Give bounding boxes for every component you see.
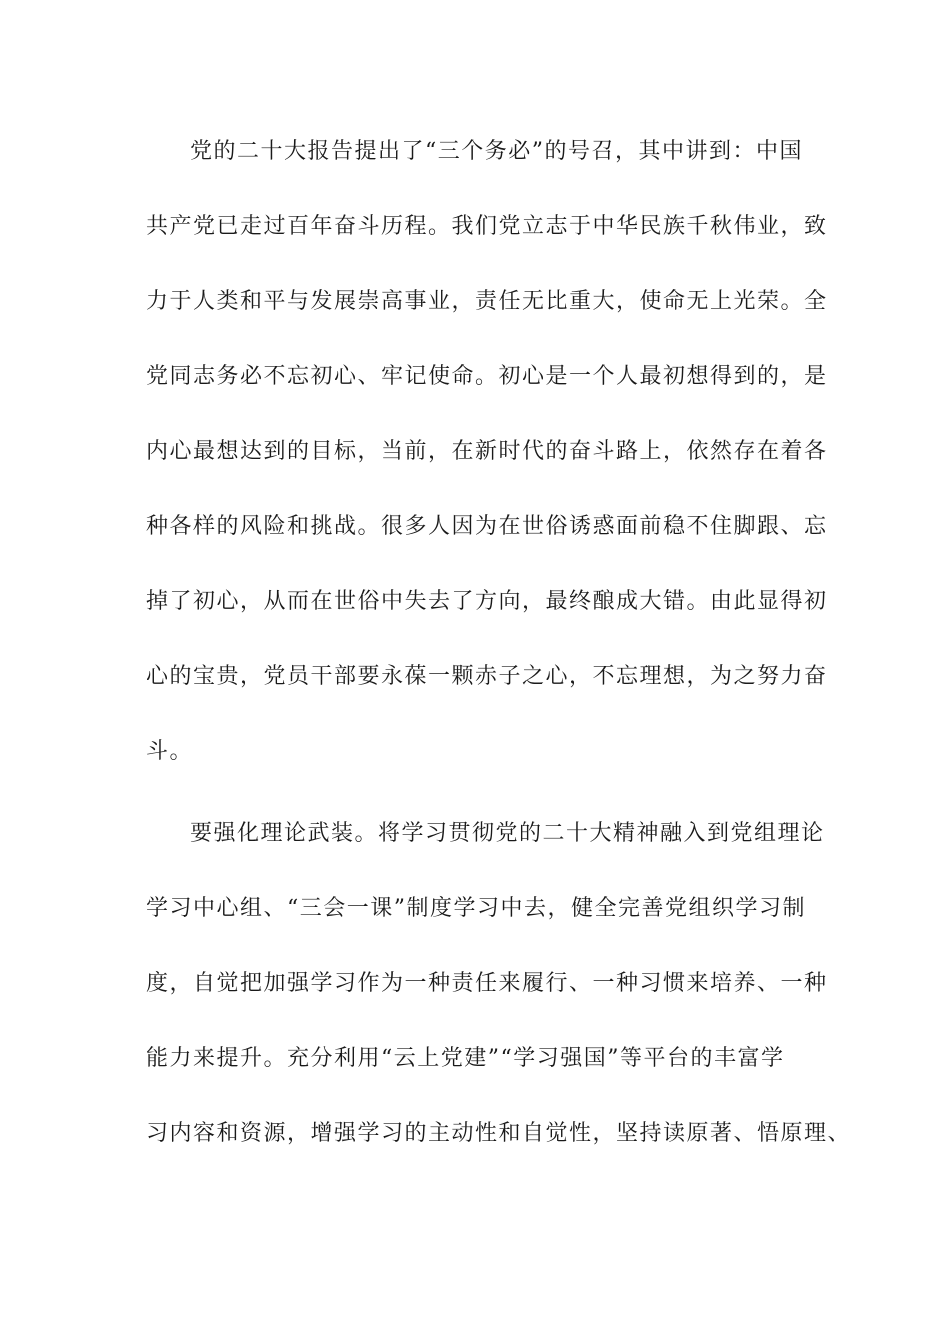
text-line: 党同志务必不忘初心、牢记使命。初心是一个人最初想得到的，是 xyxy=(146,364,828,389)
text-line: 力于人类和平与发展崇高事业，责任无比重大，使命无上光荣。全 xyxy=(146,289,828,314)
text-line: 能力来提升。充分利用“云上党建”“学习强国”等平台的丰富学 xyxy=(146,1046,785,1071)
text-line: 斗。 xyxy=(146,739,194,764)
text-line: 种各样的风险和挑战。很多人因为在世俗诱惑面前稳不住脚跟、忘 xyxy=(146,514,828,539)
text-line: 心的宝贵，党员干部要永葆一颗赤子之心，不忘理想，为之努力奋 xyxy=(146,664,828,689)
text-line: 习内容和资源，增强学习的主动性和自觉性，坚持读原著、悟原理、 xyxy=(146,1121,852,1146)
text-line: 学习中心组、“三会一课”制度学习中去，健全完善党组织学习制 xyxy=(146,896,806,921)
text-line: 度，自觉把加强学习作为一种责任来履行、一种习惯来培养、一种 xyxy=(146,971,828,996)
text-line: 要强化理论武装。将学习贯彻党的二十大精神融入到党组理论 xyxy=(190,821,825,846)
text-line: 党的二十大报告提出了“三个务必”的号召，其中讲到：中国 xyxy=(190,139,803,164)
text-line: 共产党已走过百年奋斗历程。我们党立志于中华民族千秋伟业，致 xyxy=(146,214,828,239)
text-line: 内心最想达到的目标，当前，在新时代的奋斗路上，依然存在着各 xyxy=(146,439,828,464)
text-line: 掉了初心，从而在世俗中失去了方向，最终酿成大错。由此显得初 xyxy=(146,589,828,614)
